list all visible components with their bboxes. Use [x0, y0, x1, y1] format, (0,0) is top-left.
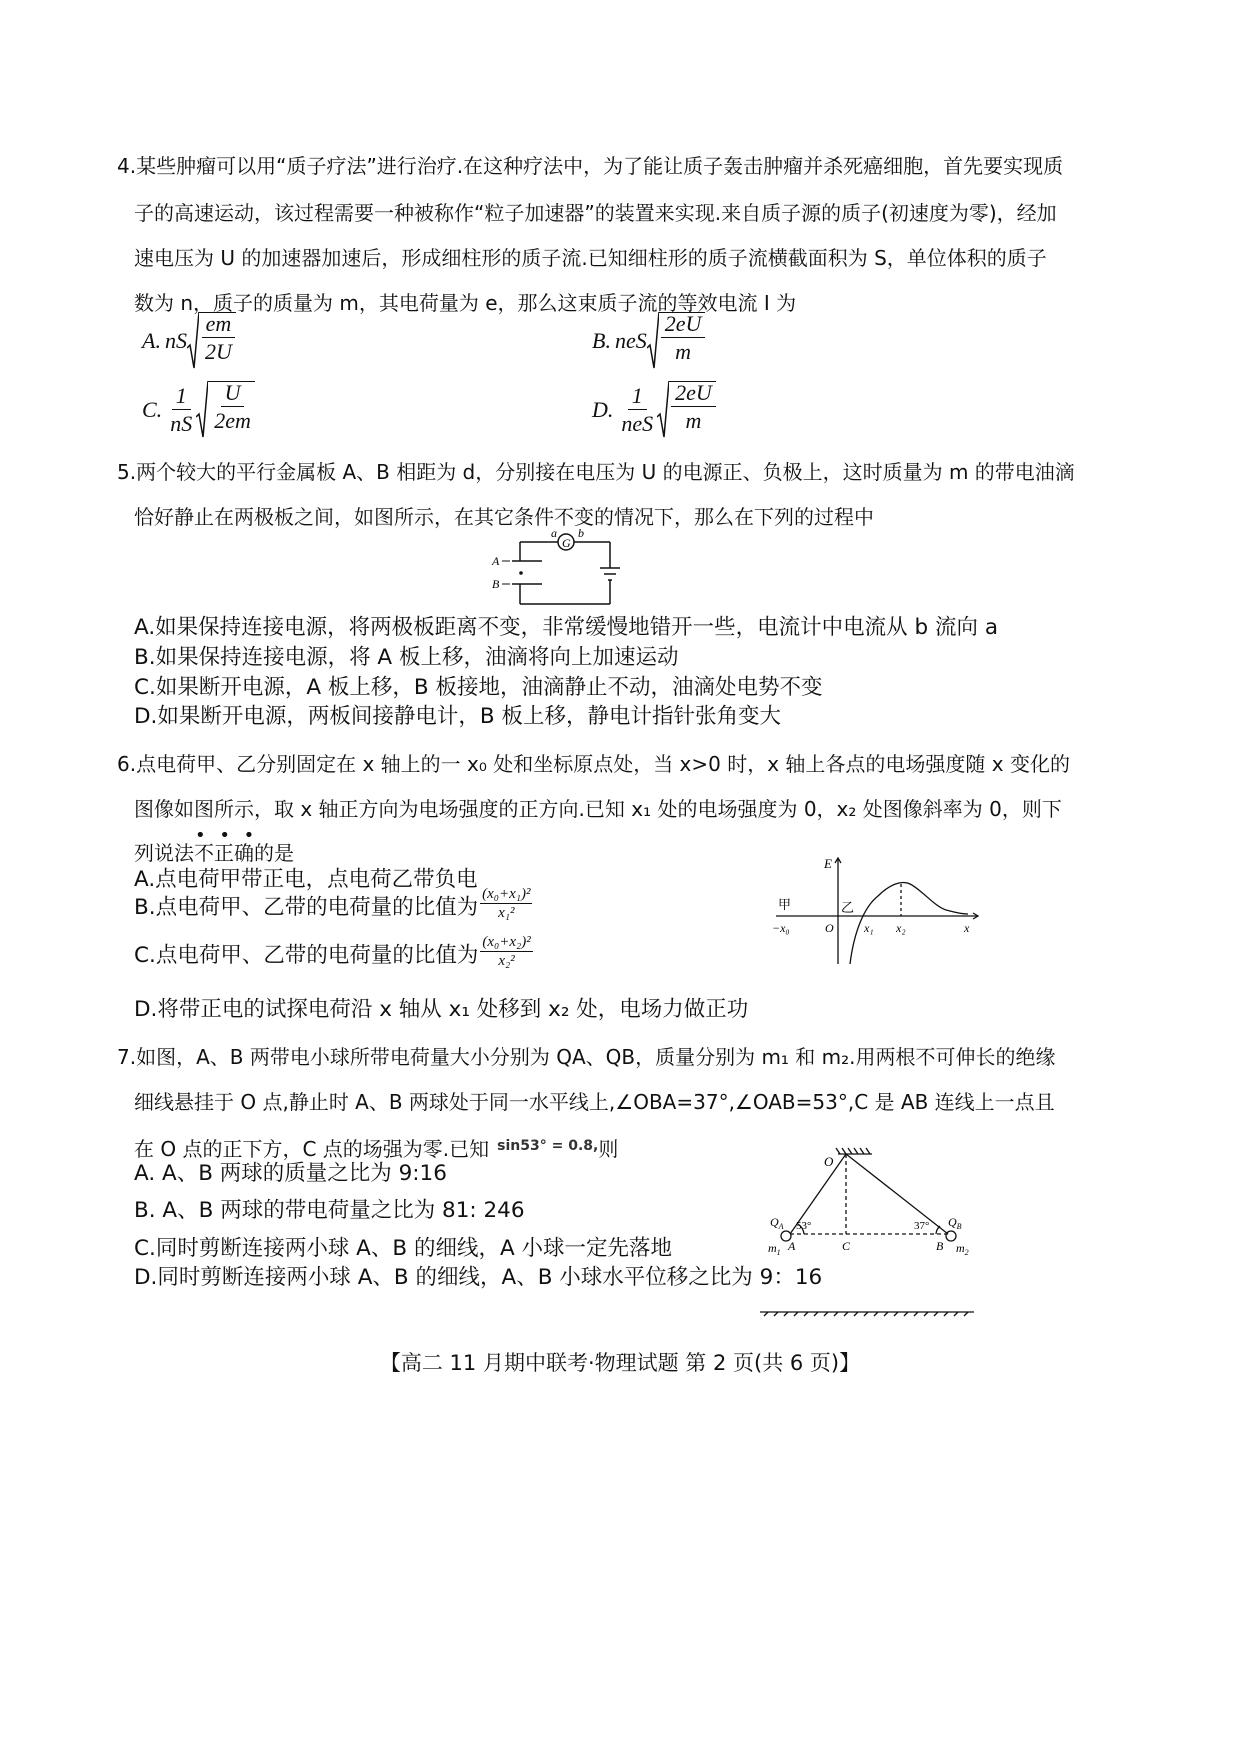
charge-jia-label: 甲	[778, 898, 792, 913]
terminal-b-label: b	[578, 528, 584, 540]
q4-line-3: 速电压为 U 的加速器加速后，形成细柱形的质子流.已知细柱形的质子流横截面积为 S，单位体积的质子	[134, 246, 1047, 270]
x2-label: x₂	[896, 921, 906, 935]
sqrt-sign	[647, 312, 706, 370]
q5-option-d: D.如果断开电源，两板间接静电计，B 板上移，静电计指针张角变大	[134, 704, 781, 729]
q5-line-2: 恰好静止在两极板之间，如图所示，在其它条件不变的情况下，那么在下列的过程中	[134, 505, 874, 529]
q4-option-a	[142, 312, 236, 370]
frac-numerator: U	[221, 382, 245, 407]
option-coef: nS	[164, 328, 187, 353]
ball-a-label: A	[788, 1239, 796, 1253]
option-text: C.点电荷甲、乙带的电荷量的比值为	[134, 943, 479, 968]
frac-denominator: nS	[170, 411, 193, 436]
q6-option-c	[134, 934, 533, 969]
origin-label: O	[825, 921, 834, 935]
capacitor-circuit-diagram	[484, 528, 629, 610]
frac-numerator: 1	[172, 385, 191, 410]
angle-53-label: 53°	[796, 1220, 812, 1232]
frac-denominator: m	[685, 408, 702, 433]
option-label: C.	[142, 397, 163, 422]
charge-qb-label: $Q_B$	[948, 1215, 962, 1231]
frac-numerator: (x₀+x₂)²	[482, 934, 531, 950]
option-label: B.	[592, 328, 611, 353]
hanging-charges-diagram	[760, 1140, 990, 1320]
option-coef: neS	[614, 328, 647, 353]
x1-label: x₁	[864, 921, 874, 935]
frac-denominator: m	[675, 339, 691, 364]
q6-option-d: D.将带正电的试探电荷沿 x 轴从 x₁ 处移到 x₂ 处，电场力做正功	[134, 997, 749, 1022]
q4-option-d	[592, 381, 716, 439]
mass-m2-label: $m_2$	[956, 1241, 969, 1257]
frac-numerator: 1	[628, 385, 647, 410]
option-label: D.	[592, 397, 614, 422]
x-axis-label: x	[964, 921, 970, 935]
emphasis-dots: • • •	[195, 825, 259, 846]
terminal-a-label: a	[551, 528, 557, 540]
frac-denominator: neS	[621, 411, 654, 436]
frac-denominator: x₂²	[498, 953, 515, 969]
frac-denominator: x₁²	[498, 905, 515, 921]
option-text: B.点电荷甲、乙带的电荷量的比值为	[134, 895, 479, 920]
axis-label-e: E	[824, 856, 832, 871]
q7-line-2: 细线悬挂于 O 点,静止时 A、B 两球处于同一水平线上,∠OBA=37°,∠OAB=53°,C 是 AB 连线上一点且	[134, 1090, 1055, 1114]
mass-m1-label: $m_1$	[768, 1241, 781, 1257]
q6-option-a: A.点电荷甲带正电，点电荷乙带负电	[134, 867, 478, 892]
q7-option-a: A. A、B 两球的质量之比为 9:16	[134, 1161, 447, 1186]
plate-a-label: A	[492, 554, 500, 568]
q6-line-1: 6.点电荷甲、乙分别固定在 x 轴上的一 x₀ 处和坐标原点处，当 x>0 时，x 轴上各点的电场强度随 x 变化的	[117, 752, 1070, 776]
sqrt-sign	[196, 381, 255, 439]
point-c-label: C	[842, 1239, 851, 1253]
angle-37-label: 37°	[914, 1220, 930, 1232]
point-o-label: O	[824, 1154, 834, 1169]
q7-option-d: D.同时剪断连接两小球 A、B 的细线，A、B 小球水平位移之比为 9：16	[134, 1265, 823, 1290]
q7-line-3	[134, 1136, 618, 1162]
frac-numerator: (x₀+x₁)²	[482, 886, 531, 902]
charge-yi-label: 乙	[841, 901, 855, 916]
q5-line-1: 5.两个较大的平行金属板 A、B 相距为 d，分别接在电压为 U 的电源正、负极上，这时质量为 m 的带电油滴	[117, 460, 1075, 484]
q4-option-c	[142, 381, 255, 439]
page-footer: 【高二 11 月期中联考·物理试题 第 2 页(共 6 页)】	[379, 1351, 861, 1375]
q7-line-1: 7.如图，A、B 两带电小球所带电荷量大小分别为 QA、QB，质量分别为 m₁ 和 m₂.用两根不可伸长的绝缘	[117, 1045, 1056, 1069]
plate-b-label: B	[492, 577, 500, 591]
q6-option-b	[134, 886, 532, 921]
q4-line-4: 数为 n，质子的质量为 m，其电荷量为 e，那么这束质子流的等效电流 I 为	[134, 291, 797, 315]
frac-denominator: 2U	[204, 339, 232, 364]
galvanometer-label: G	[562, 536, 571, 550]
q6-line-3: 列说法不正确的是	[134, 841, 294, 865]
q7-option-c: C.同时剪断连接两小球 A、B 的细线，A 小球一定先落地	[134, 1236, 673, 1261]
electric-field-graph	[768, 852, 988, 970]
frac-denominator: 2em	[214, 408, 251, 433]
q5-option-b: B.如果保持连接电源，将 A 板上移，油滴将向上加速运动	[134, 645, 679, 670]
q7-option-b: B. A、B 两球的带电荷量之比为 81: 246	[134, 1198, 525, 1223]
q4-option-b	[592, 312, 705, 370]
line-text: 在 O 点的正下方，C 点的场强为零.已知	[134, 1137, 490, 1161]
q5-option-a: A.如果保持连接电源，将两极板距离不变，非常缓慢地错开一些，电流计中电流从 b 流向 a	[134, 615, 998, 640]
option-label: A.	[142, 328, 161, 353]
frac-numerator: 2eU	[671, 382, 716, 407]
frac-numerator: em	[202, 313, 236, 338]
sqrt-sign	[187, 312, 236, 370]
sin-value: sin53° = 0.8,	[497, 1138, 599, 1154]
charge-qa-label: $Q_A$	[770, 1215, 784, 1231]
neg-x0-label: −x₀	[772, 921, 790, 935]
frac-numerator: 2eU	[661, 313, 706, 338]
q4-line-1: 4.某些肿瘤可以用“质子疗法”进行治疗.在这种疗法中，为了能让质子轰击肿瘤并杀死癌细胞，首先要实现质	[117, 154, 1064, 178]
ball-b-label: B	[936, 1239, 944, 1253]
q6-line-2: 图像如图所示，取 x 轴正方向为电场强度的正方向.已知 x₁ 处的电场强度为 0，x₂ 处图像斜率为 0，则下	[134, 797, 1062, 821]
sqrt-sign	[657, 381, 716, 439]
q4-line-2: 子的高速运动，该过程需要一种被称作“粒子加速器”的装置来实现.来自质子源的质子(初速度为零)，经加	[134, 201, 1057, 225]
q5-option-c: C.如果断开电源，A 板上移，B 板接地，油滴静止不动，油滴处电势不变	[134, 675, 823, 700]
line-text-end: 则	[598, 1137, 619, 1161]
